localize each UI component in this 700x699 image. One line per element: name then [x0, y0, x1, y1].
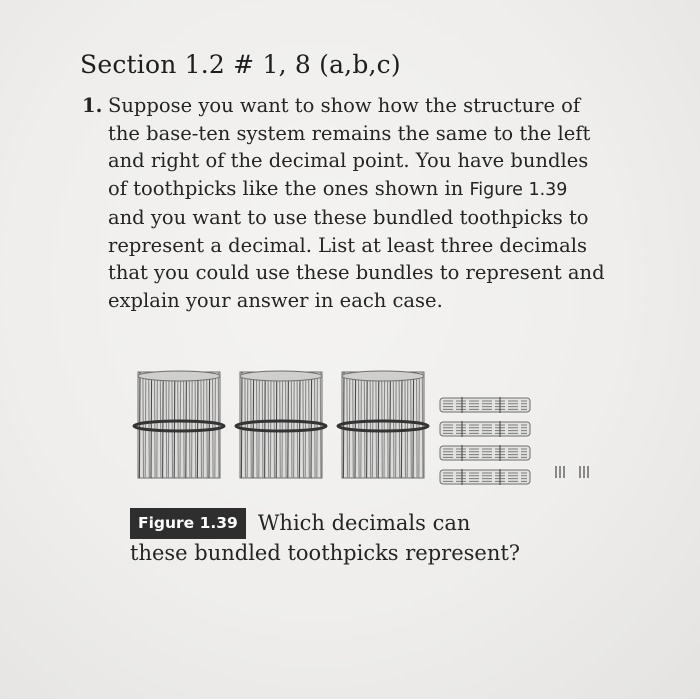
figure-caption — [130, 508, 560, 568]
ten-bundle — [440, 445, 530, 461]
problem-line-4-text: of toothpicks like the ones shown in — [108, 176, 470, 200]
ten-bundle — [440, 421, 530, 437]
hundred-bundle — [134, 371, 224, 478]
problem-text — [82, 92, 605, 314]
problem-number: 1. — [82, 94, 103, 117]
ten-bundle — [440, 469, 530, 485]
hundred-bundle — [338, 371, 428, 478]
problem-line-5: and you want to use these bundled toothpicks to — [108, 206, 589, 229]
figure-label: Figure 1.39 — [130, 508, 246, 539]
caption-line-2: these bundled toothpicks represent? — [130, 541, 521, 565]
problem-line-8: explain your answer in each case. — [108, 288, 443, 312]
hundred-bundle — [236, 371, 326, 478]
toothpick-bundles-figure — [128, 360, 608, 490]
section-heading: Section 1.2 # 1, 8 (a,b,c) — [80, 50, 401, 79]
problem-line-4 — [108, 175, 602, 205]
problem-line-7: that you could use these bundles to represent and — [108, 261, 605, 284]
caption-line-1: Which decimals can — [257, 511, 471, 535]
problem-line-1: Suppose you want to show how the structure of — [108, 94, 581, 117]
ten-bundle — [440, 397, 530, 413]
problem-line-2: the base-ten system remains the same to the left — [108, 121, 591, 145]
problem-line-6: represent a decimal. List at least three decimals — [108, 233, 587, 257]
figure-reference: Figure 1.39 — [469, 179, 568, 200]
problem-line-3: and right of the decimal point. You have bundles — [108, 149, 589, 172]
